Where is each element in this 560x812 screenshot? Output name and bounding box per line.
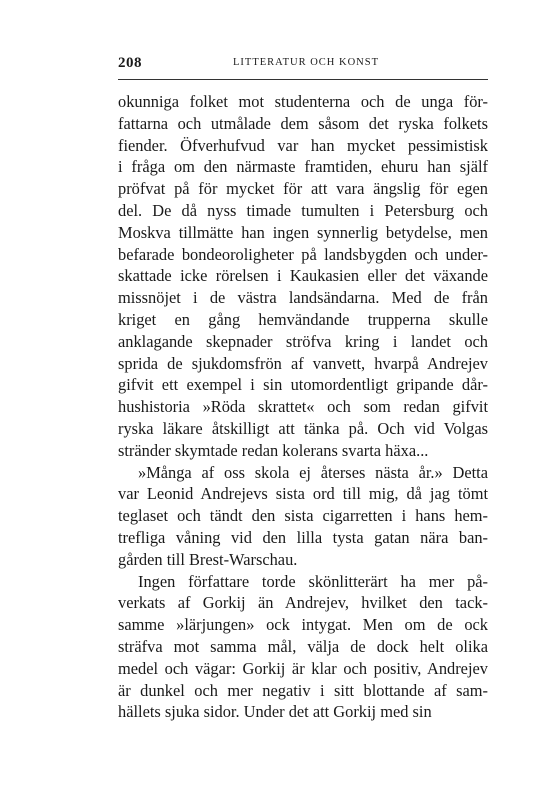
text-line: teglaset och tändt den sista cigarretten i hans hem- <box>118 506 488 526</box>
text-line: »Många af oss skola ej återses nästa år.» Detta <box>138 462 488 482</box>
text-line: fattarna och utmålade dem såsom det ryska folkets <box>118 113 488 133</box>
text-line: hushistoria »Röda skrattet« och som redan gifvit <box>118 397 488 417</box>
text-line: del. De då nyss timade tumulten i Petersburg och <box>118 200 488 220</box>
text-line: skattade icke rörelsen i Kaukasien eller det växande <box>118 266 488 286</box>
text-line: är dunkel och mer negativ i sitt blottande af sam- <box>118 680 488 700</box>
text-line: Moskva tillmätte han ingen synnerlig betydelse, men <box>118 222 488 242</box>
text-line: var Leonid Andrejevs sista ord till mig, då jag tömt <box>118 484 488 504</box>
text-line: anklagande skepnader ströfva kring i landet och <box>118 331 488 351</box>
text-line: samme »lärjungen» ock intygat. Men om de ock <box>118 615 488 635</box>
text-line: sprida de sjukdomsfrön af vanvett, hvarpå Andrejev <box>118 353 488 373</box>
text-line: gifvit ett exempel i sin utomordentligt gripande dår- <box>118 375 488 395</box>
text-line: okunniga folket mot studenterna och de unga för- <box>118 92 488 111</box>
page-number: 208 <box>118 55 142 71</box>
body-text <box>118 91 488 723</box>
paragraph <box>118 91 488 462</box>
text-line: missnöjet i de västra landsändarna. Med de från <box>118 288 488 308</box>
text-line: befarade bondeoroligheter på landsbygden och under- <box>118 244 488 264</box>
text-line: Ingen författare torde skönlitterärt ha mer på- <box>138 571 488 591</box>
text-line: trefliga våning vid den lilla tysta gatan nära ban- <box>118 527 488 547</box>
running-head: LITTERATUR OCH KONST <box>233 57 379 68</box>
paragraph <box>118 571 488 724</box>
paragraph <box>118 462 488 571</box>
text-line: i fråga om den närmaste framtiden, ehuru han själf <box>118 157 488 177</box>
text-line: pröfvat på för mycket för att vara ängslig för egen <box>118 179 488 199</box>
text-line: sträfva mot samma mål, välja de dock helt olika <box>118 636 488 656</box>
text-line: fiender. Öfverhufvud var han mycket pessimistisk <box>118 135 488 155</box>
text-line: verkats af Gorkij än Andrejev, hvilket den tack- <box>118 593 488 613</box>
text-line: stränder skymtade redan kolerans svarta häxa... <box>118 440 429 460</box>
header-rule <box>118 79 488 80</box>
text-line: medel och vägar: Gorkij är klar och positiv, Andrejev <box>118 658 488 678</box>
page-header <box>118 55 488 77</box>
text-line: gården till Brest-Warschau. <box>118 549 298 569</box>
text-line: kriget en gång hemvändande trupperna skulle <box>118 309 488 329</box>
text-line: ryska läkare åtskilligt att tänka på. Och vid Volgas <box>118 418 488 438</box>
text-line: hällets sjuka sidor. Under det att Gorkij med sin <box>118 702 432 722</box>
